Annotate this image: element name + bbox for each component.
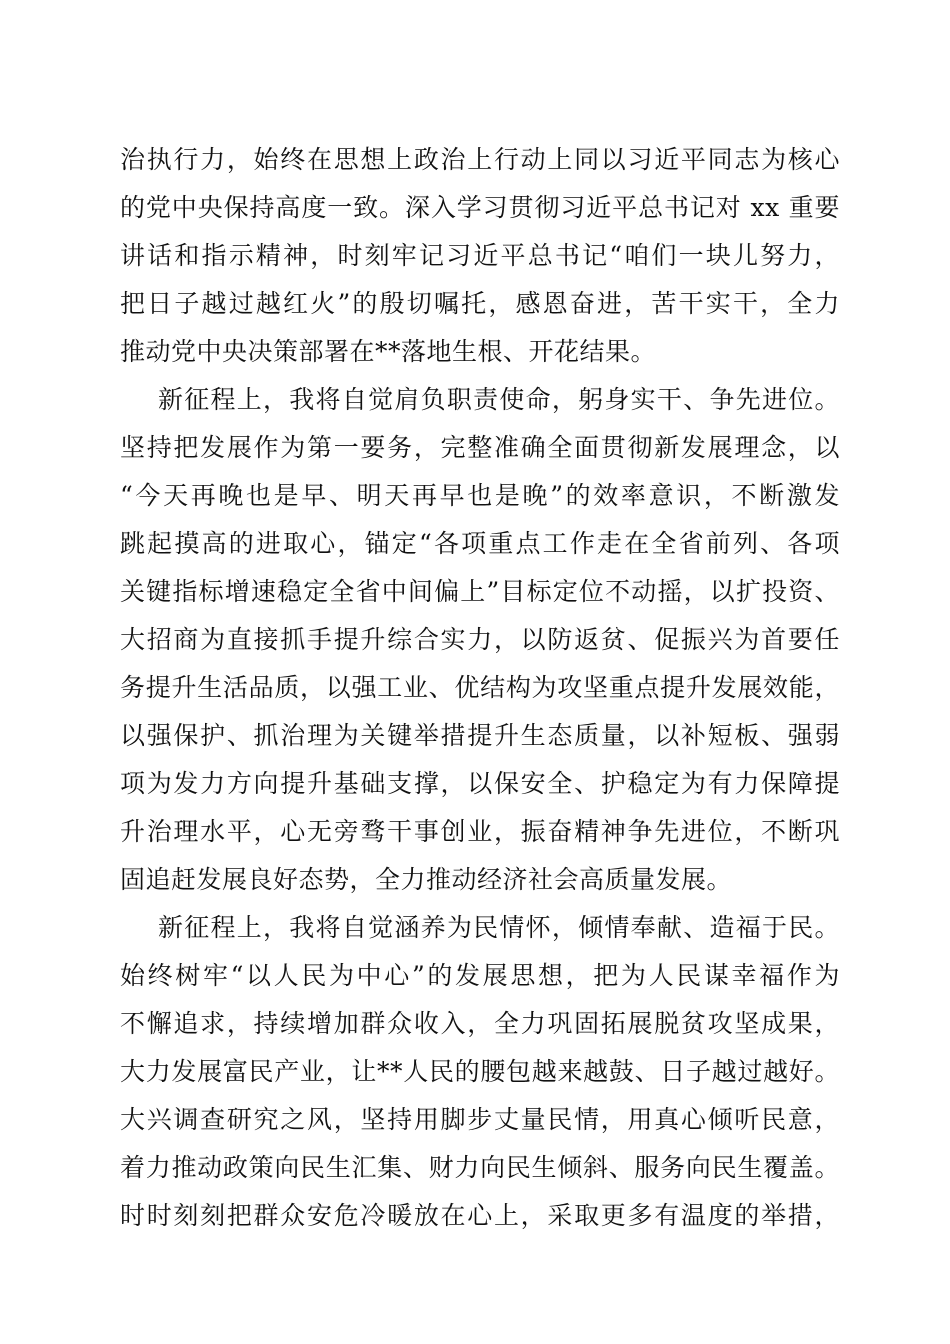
text-line: 以强保护、抓治理为关键举措提升生态质量，以补短板、强弱 [120, 721, 840, 750]
text-line: 治执行力，始终在思想上政治上行动上同以习近平同志为核心 [120, 145, 840, 174]
text-line: 新征程上，我将自觉肩负职责使命，躬身实干、争先进位。 [158, 385, 840, 414]
text-line: 跳起摸高的进取心，锚定“各项重点工作走在全省前列、各项 [120, 529, 840, 558]
text-line: 坚持把发展作为第一要务，完整准确全面贯彻新发展理念，以 [120, 433, 840, 462]
text-line: 大招商为直接抓手提升综合实力，以防返贫、促振兴为首要任 [120, 625, 840, 654]
text-line: “今天再晚也是早、明天再早也是晚”的效率意识，不断激发 [120, 481, 840, 510]
text-line: 固追赶发展良好态势，全力推动经济社会高质量发展。 [120, 865, 733, 894]
text-line: 不懈追求，持续增加群众收入，全力巩固拓展脱贫攻坚成果， [120, 1009, 840, 1038]
text-line: 升治理水平，心无旁骛干事创业，振奋精神争先进位，不断巩 [120, 817, 840, 846]
text-line: 着力推动政策向民生汇集、财力向民生倾斜、服务向民生覆盖。 [120, 1153, 840, 1182]
text-line: 把日子越过越红火”的殷切嘱托，感恩奋进，苦干实干，全力 [120, 289, 840, 318]
text-line: 项为发力方向提升基础支撑，以保安全、护稳定为有力保障提 [120, 769, 840, 798]
text-line: 始终树牢“以人民为中心”的发展思想，把为人民谋幸福作为 [120, 961, 840, 990]
text-line: 关键指标增速稳定全省中间偏上”目标定位不动摇，以扩投资、 [120, 577, 840, 606]
text-line: 大力发展富民产业，让**人民的腰包越来越鼓、日子越过越好。 [120, 1057, 840, 1086]
text-line: 时时刻刻把群众安危冷暖放在心上，采取更多有温度的举措， [120, 1201, 840, 1230]
text-line: 大兴调查研究之风，坚持用脚步丈量民情，用真心倾听民意， [120, 1105, 840, 1134]
text-line: 推动党中央决策部署在**落地生根、开花结果。 [120, 337, 657, 366]
text-line: 新征程上，我将自觉涵养为民情怀，倾情奉献、造福于民。 [158, 913, 840, 942]
text-line: 讲话和指示精神，时刻牢记习近平总书记“咱们一块儿努力， [120, 241, 840, 270]
text-line: 的党中央保持高度一致。深入学习贯彻习近平总书记对 xx 重要 [120, 193, 840, 222]
text-line: 务提升生活品质，以强工业、优结构为攻坚重点提升发展效能， [120, 673, 840, 702]
